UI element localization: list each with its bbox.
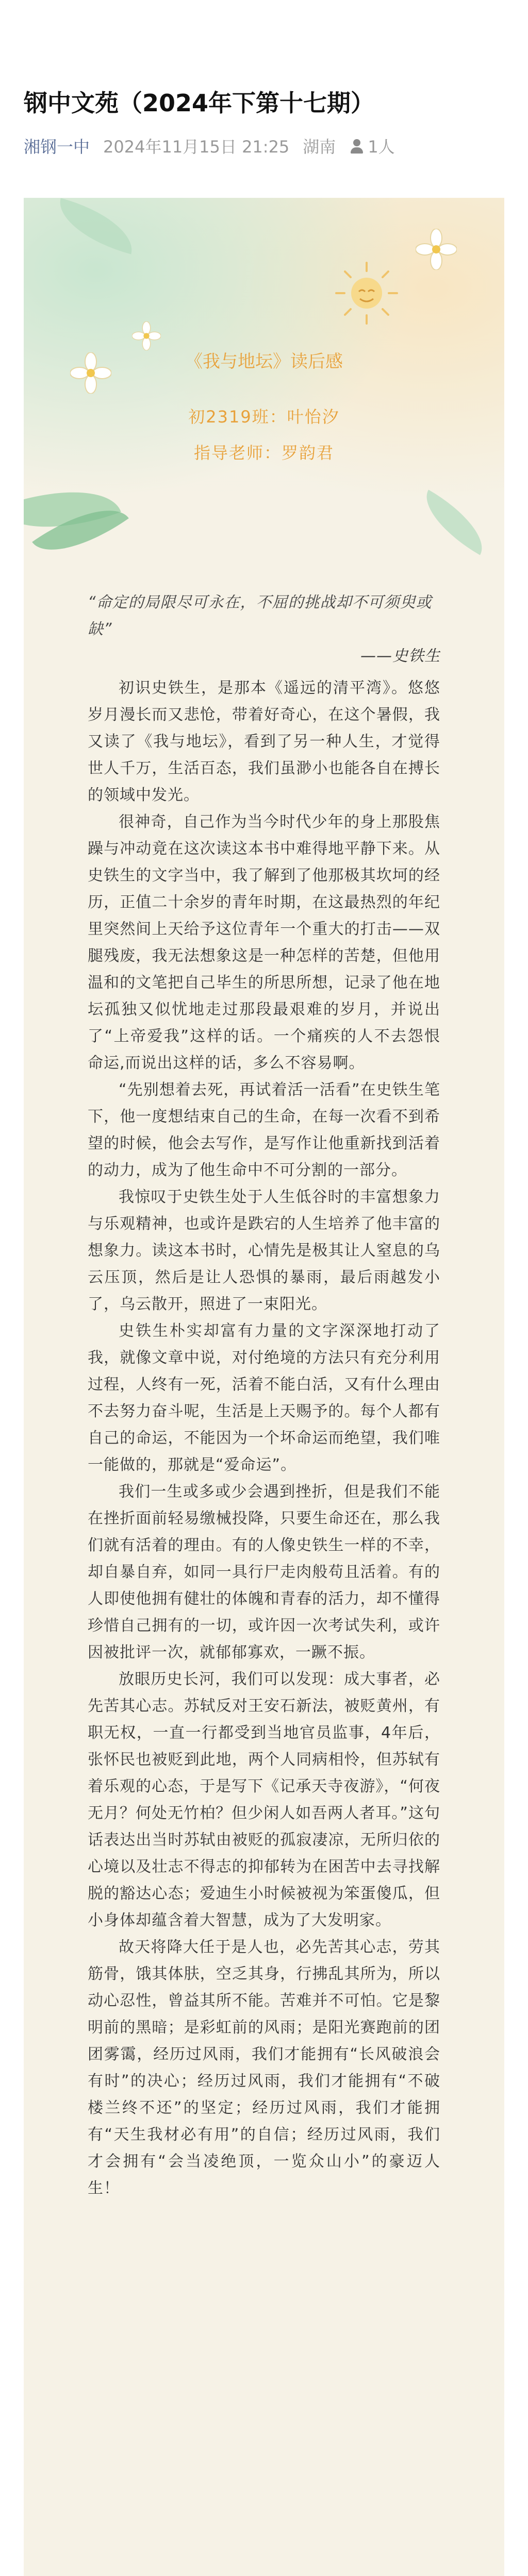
paragraph: 初识史铁生，是那本《遥远的清平湾》。悠悠岁月漫长而又悲怆，带着好奇心，在这个暑假，我又读了《我与地坛》，看到了另一种人生，才觉得世人千万，生活百态，我们虽渺小也能各自在搏长的领域中发光。 (88, 679, 440, 804)
leaf-icon (413, 490, 496, 555)
article-card (24, 198, 504, 2576)
article-meta (24, 134, 395, 158)
sun-icon (333, 260, 400, 327)
paragraph: 很神奇，自己作为当今时代少年的身上那股焦躁与冲动竟在这次读这本书中难得地平静下来。从史铁生的文字当中，我了解到了他那极其坎坷的经历，正值二十余岁的青年时期，在这最热烈的年纪里突然间上天给予这位青年一个重大的打击——双腿残废，我无法想象这是一种怎样的苦楚，但他用温和的文笔把自己毕生的所思所想，记录了他在地坛孤独又似忧地走过那段最艰难的岁月，并说出了“上帝爱我”这样的话。一个痛疾的人不去怨恨命运,而说出这样的话，多么不容易啊。 (88, 813, 440, 1072)
publish-date: 2024年11月15日 21:25 (103, 137, 290, 157)
read-count-value: 1人 (368, 137, 395, 157)
essay-body (88, 589, 440, 2202)
paragraph: 故天将降大任于是人也，必先苦其心志，劳其筋骨，饿其体肤，空乏其身，行拂乱其所为，所以动心忍性，曾益其所不能。苦难并不可怕。它是黎明前的黑暗；是彩虹前的风雨；是阳光赛跑前的团团雾霭，经历过风雨，我们才能拥有“长风破浪会有时”的决心；经历过风雨，我们才能拥有“不破楼兰终不还”的坚定；经历过风雨，我们才能拥有“天生我材必有用”的自信；经历过风雨，我们才会拥有“会当凌绝顶，一览众山小”的豪迈人生！ (88, 1938, 440, 2197)
paragraph: 史铁生朴实却富有力量的文字深深地打动了我，就像文章中说，对付绝境的方法只有充分利用过程，人终有一死，活着不能白活，又有什么理由不去努力奋斗呢，生活是上天赐予的。每个人都有自己的命运，不能因为一个坏命运而绝望，我们唯一能做的，那就是“爱命运”。 (88, 1322, 440, 1474)
decorative-banner (24, 198, 504, 558)
account-name-link[interactable]: 湘钢一中 (24, 137, 90, 157)
teacher-line: 指导老师：罗韵君 (193, 443, 334, 463)
article-title: 钢中文苑（2024年下第十七期） (24, 89, 375, 117)
person-icon (349, 138, 365, 154)
paragraph: “先别想着去死，再试着活一活看”在史铁生笔下，他一度想结束自己的生命，在每一次看不到希望的时候，他会去写作，是写作让他重新找到活着的动力，成为了他生命中不可分割的一部分。 (88, 1081, 440, 1179)
paragraph: 我们一生或多或少会遇到挫折，但是我们不能在挫折面前轻易缴械投降，只要生命还在，那么我们就有活着的理由。有的人像史铁生一样的不幸，却自暴自弃，如同一具行尸走肉般苟且活着。有的人即使他拥有健壮的体魄和青春的活力，却不懂得珍惜自己拥有的一切，或许因一次考试失利，或许因被批评一次，就郁郁寡欢，一蹶不振。 (88, 1483, 440, 1662)
essay-title: 《我与地坛》读后感 (185, 351, 343, 372)
author-line: 初2319班：叶怡汐 (188, 407, 340, 427)
publish-location: 湖南 (303, 137, 336, 157)
paragraph: 我惊叹于史铁生处于人生低谷时的丰富想象力与乐观精神，也或许是跌宕的人生培养了他丰富的想象力。读这本书时，心情先是极其让人窒息的乌云压顶，然后是让人恐惧的暴雨，最后雨越发小了，乌云散开，照进了一束阳光。 (88, 1188, 440, 1313)
leaf-icon (52, 198, 141, 254)
paragraph: 放眼历史长河，我们可以发现：成大事者，必先苦其心志。苏轼反对王安石新法，被贬黄州，有职无权，一直一行都受到当地官员监事，4年后，张怀民也被贬到此地，两个人同病相怜，但苏轼有着乐观的心态，于是写下《记承天寺夜游》，“何夜无月？何处无竹柏？但少闲人如吾两人者耳。”这句话表达出当时苏轼由被贬的孤寂凄凉，无所归依的心境以及壮志不得志的抑郁转为在困苦中去寻找解脱的豁达心态；爱迪生小时候被视为笨蛋傻瓜，但小身体却蕴含着大智慧，成为了大发明家。 (88, 1670, 440, 1929)
epigraph-author: ——史铁生 (360, 647, 440, 665)
flower-icon (416, 229, 457, 270)
flower-icon (132, 321, 161, 350)
epigraph-quote: “命定的局限尽可永在，不屈的挑战却不可须臾或缺” (88, 594, 432, 638)
read-count (349, 134, 394, 158)
